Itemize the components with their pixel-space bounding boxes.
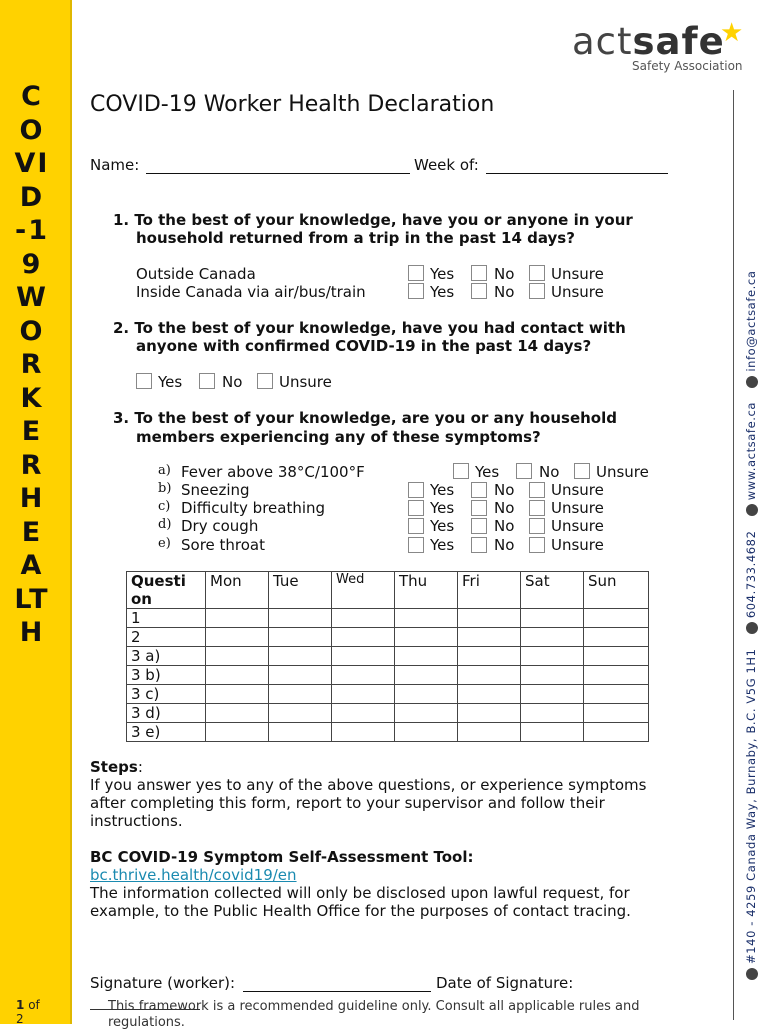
table-header: Tue [269,572,332,609]
table-cell[interactable] [332,685,395,704]
table-cell[interactable] [458,685,521,704]
q1b-no-checkbox[interactable] [471,283,487,299]
table-row [127,628,649,647]
table-cell[interactable] [206,666,269,685]
q3b-yes-checkbox[interactable] [408,482,424,498]
q1a-no-checkbox[interactable] [471,265,487,281]
phone-icon [746,622,758,634]
table-cell[interactable] [269,609,332,628]
table-cell[interactable] [521,609,584,628]
table-row [127,704,649,723]
table-cell[interactable] [458,723,521,742]
q3-text: 3. To the best of your knowledge, are you or any household [113,409,617,427]
q1a-unsure-checkbox[interactable] [529,265,545,281]
no-label: No [494,481,515,499]
table-cell[interactable] [458,609,521,628]
contact-strip [744,271,758,990]
yes-label: Yes [430,499,455,517]
q2-unsure-checkbox[interactable] [257,373,273,389]
table-cell[interactable] [395,723,458,742]
table-cell[interactable] [206,704,269,723]
no-label: No [494,265,515,283]
table-cell[interactable] [584,628,649,647]
table-cell[interactable] [206,609,269,628]
q2-no-checkbox[interactable] [199,373,215,389]
table-row [127,685,649,704]
unsure-label: Unsure [279,373,332,391]
table-cell[interactable] [269,647,332,666]
unsure-label: Unsure [551,481,604,499]
symptom-letter: b) [158,481,172,496]
logo-subtitle: Safety Association [632,59,743,73]
no-label: No [494,499,515,517]
unsure-label: Unsure [551,499,604,517]
q1-text: 1. To the best of your knowledge, have you or anyone in your [113,211,633,229]
symptom-label: Dry cough [181,517,259,535]
yes-label: Yes [475,463,500,481]
row-label: 1 [127,609,206,628]
table-cell[interactable] [269,628,332,647]
symptom-letter: e) [158,536,171,551]
table-cell[interactable] [332,628,395,647]
q1b-yes-checkbox[interactable] [408,283,424,299]
steps-text: If you answer yes to any of the above questions, or experience symptoms [90,776,647,794]
q3e-yes-checkbox[interactable] [408,537,424,553]
q3a-unsure-checkbox[interactable] [574,463,590,479]
name-label: Name: [90,156,140,174]
q3e-no-checkbox[interactable] [471,537,487,553]
table-cell[interactable] [584,647,649,666]
steps-text: after completing this form, report to your supervisor and follow their [90,794,605,812]
yes-label: Yes [430,536,455,554]
q3a-yes-checkbox[interactable] [453,463,469,479]
contact-email[interactable]: info@actsafe.ca [744,270,758,372]
table-cell[interactable] [332,647,395,666]
q3d-unsure-checkbox[interactable] [529,518,545,534]
q1-option-outside: Outside Canada [136,265,256,283]
self-assessment-link[interactable]: bc.thrive.health/covid19/en [90,866,297,884]
table-header: Wed [332,572,395,609]
unsure-label: Unsure [551,517,604,535]
table-cell[interactable] [206,685,269,704]
yes-label: Yes [430,265,455,283]
no-label: No [222,373,243,391]
table-cell[interactable] [458,647,521,666]
table-header: Sun [584,572,649,609]
table-cell[interactable] [584,723,649,742]
table-row [127,723,649,742]
table-row [127,666,649,685]
table-cell[interactable] [584,666,649,685]
week-label: Week of: [414,156,479,174]
table-cell[interactable] [269,685,332,704]
star-icon: ★ [720,18,744,48]
symptom-letter: c) [158,499,171,514]
unsure-label: Unsure [596,463,649,481]
table-cell[interactable] [458,628,521,647]
table-cell[interactable] [521,723,584,742]
q3d-no-checkbox[interactable] [471,518,487,534]
table-cell[interactable] [395,685,458,704]
table-cell[interactable] [395,647,458,666]
table-cell[interactable] [395,704,458,723]
q1-option-inside: Inside Canada via air/bus/train [136,283,366,301]
signature-label: Signature (worker): [90,974,236,992]
q2-text-2: anyone with confirmed COVID-19 in the past 14 days? [136,337,592,355]
table-cell[interactable] [269,704,332,723]
q3b-unsure-checkbox[interactable] [529,482,545,498]
tool-heading: BC COVID-19 Symptom Self-Assessment Tool: [90,848,474,866]
symptom-label: Fever above 38°C/100°F [181,463,365,481]
table-cell[interactable] [332,609,395,628]
table-row [127,609,649,628]
table-cell[interactable] [521,666,584,685]
sidebar [0,0,72,1024]
actsafe-logo: actsafe ★ Safety Association [572,18,744,73]
date-label: Date of Signature: [436,974,574,992]
table-row [127,647,649,666]
q1a-yes-checkbox[interactable] [408,265,424,281]
q2-yes-checkbox[interactable] [136,373,152,389]
table-header: Mon [206,572,269,609]
q1b-unsure-checkbox[interactable] [529,283,545,299]
table-cell[interactable] [521,685,584,704]
table-cell[interactable] [458,704,521,723]
symptom-letter: d) [158,517,172,532]
row-label: 3 b) [127,666,206,685]
table-cell[interactable] [269,666,332,685]
sidebar-title: COVID-19 WORKER HEALTH [14,81,50,648]
table-header: Fri [458,572,521,609]
unsure-label: Unsure [551,265,604,283]
table-cell[interactable] [521,647,584,666]
row-label: 3 d) [127,704,206,723]
q2-text: 2. To the best of your knowledge, have you had contact with [113,319,626,337]
symptom-label: Sneezing [181,481,250,499]
weekly-tracking-table [126,571,649,742]
page-number: 1 of 2 [16,998,40,1026]
contact-address: #140 - 4259 Canada Way, Burnaby, B.C. V5G 1H1 [744,648,758,964]
row-label: 3 c) [127,685,206,704]
contact-divider [733,90,734,1020]
q3d-yes-checkbox[interactable] [408,518,424,534]
table-cell[interactable] [458,666,521,685]
steps-heading: Steps: [90,758,143,776]
table-cell[interactable] [395,609,458,628]
table-cell[interactable] [332,666,395,685]
table-cell[interactable] [584,609,649,628]
q3c-yes-checkbox[interactable] [408,500,424,516]
table-cell[interactable] [395,666,458,685]
no-label: No [539,463,560,481]
table-header: Thu [395,572,458,609]
symptom-label: Sore throat [181,536,266,554]
signature-field[interactable] [243,991,431,992]
q3e-unsure-checkbox[interactable] [529,537,545,553]
row-label: 3 a) [127,647,206,666]
q3a-no-checkbox[interactable] [516,463,532,479]
row-label: 2 [127,628,206,647]
table-cell[interactable] [332,704,395,723]
q1-text-2: household returned from a trip in the past 14 days? [136,229,575,247]
no-label: No [494,517,515,535]
no-label: No [494,536,515,554]
table-header: Questi on [127,572,206,609]
table-cell[interactable] [395,628,458,647]
no-label: No [494,283,515,301]
table-cell[interactable] [206,647,269,666]
unsure-label: Unsure [551,536,604,554]
table-header: Sat [521,572,584,609]
name-field[interactable] [146,173,410,174]
yes-label: Yes [430,517,455,535]
q3b-no-checkbox[interactable] [471,482,487,498]
row-label: 3 e) [127,723,206,742]
footer-note: This framework is a recommended guideline only. Consult all applicable rules and [108,999,640,1014]
yes-label: Yes [430,283,455,301]
steps-text: instructions. [90,812,183,830]
table-cell[interactable] [584,704,649,723]
q3-text-2: members experiencing any of these symptoms? [136,428,541,446]
location-icon [746,968,758,980]
tool-text: example, to the Public Health Office for the purposes of contact tracing. [90,902,631,920]
table-cell[interactable] [521,628,584,647]
symptom-label: Difficulty breathing [181,499,326,517]
yes-label: Yes [430,481,455,499]
unsure-label: Unsure [551,283,604,301]
page-title: COVID-19 Worker Health Declaration [90,92,495,117]
table-cell[interactable] [269,723,332,742]
email-icon [746,376,758,388]
contact-phone[interactable]: 604.733.4682 [744,530,758,619]
yes-label: Yes [158,373,183,391]
week-field[interactable] [486,173,668,174]
contact-web[interactable]: www.actsafe.ca [744,401,758,501]
table-cell[interactable] [584,685,649,704]
symptom-letter: a) [158,463,171,478]
q3c-no-checkbox[interactable] [471,500,487,516]
table-cell[interactable] [206,628,269,647]
table-cell[interactable] [332,723,395,742]
table-cell[interactable] [521,704,584,723]
globe-icon [746,504,758,516]
table-cell[interactable] [206,723,269,742]
q3c-unsure-checkbox[interactable] [529,500,545,516]
tool-text: The information collected will only be disclosed upon lawful request, for [90,884,630,902]
table-header-row [127,572,649,609]
footer-note-2: regulations. [108,1015,185,1030]
